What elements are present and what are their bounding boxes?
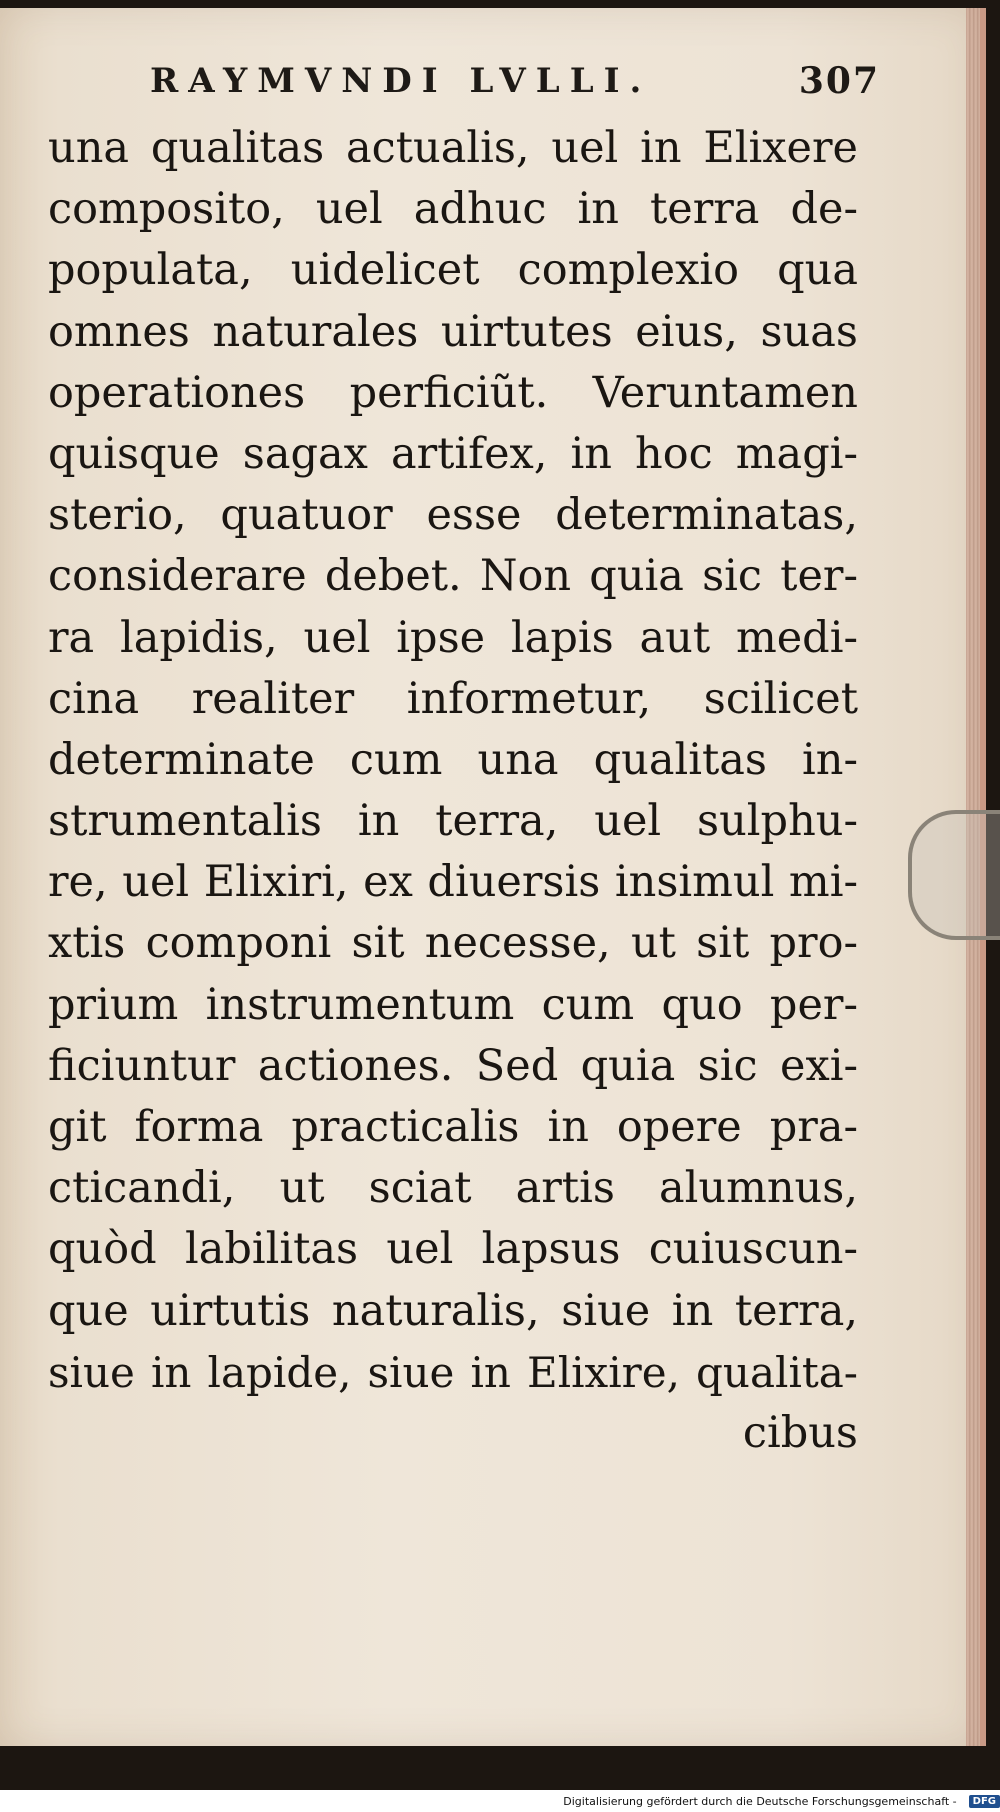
text-line: populata, uidelicet complexio qua bbox=[48, 245, 858, 296]
text-line: cticandi, ut sciat artis alumnus, bbox=[48, 1163, 858, 1214]
text-line: strumentalis in terra, uel sulphu- bbox=[48, 796, 858, 847]
text-line: determinate cum una qualitas in- bbox=[48, 734, 858, 785]
book-page bbox=[0, 8, 986, 1746]
text-line: considerare debet. Non quia sic ter- bbox=[48, 551, 858, 602]
text-line: composito, uel adhuc in terra de- bbox=[48, 184, 858, 235]
text-line: que uirtutis naturalis, siue in terra, bbox=[48, 1285, 858, 1336]
page-number: 307 bbox=[798, 60, 880, 102]
text-line: xtis componi sit necesse, ut sit pro- bbox=[48, 918, 858, 969]
text-line: sterio, quatuor esse determinatas, bbox=[48, 490, 858, 541]
text-line: quòd labilitas uel lapsus cuiuscun- bbox=[48, 1224, 858, 1275]
running-title: RAYMVNDI LVLLI. bbox=[150, 61, 652, 101]
text-line: ficiuntur actiones. Sed quia sic exi- bbox=[48, 1040, 858, 1091]
text-line: prium instrumentum cum quo per- bbox=[48, 979, 858, 1030]
dfg-logo-icon: DFG bbox=[969, 1795, 1000, 1808]
text-line: ra lapidis, uel ipse lapis aut medi- bbox=[48, 612, 858, 663]
text-line: cibus bbox=[742, 1407, 858, 1458]
text-line: operationes perficiũt. Veruntamen bbox=[48, 367, 858, 418]
text-line: re, uel Elixiri, ex diuersis insimul mi- bbox=[48, 857, 858, 908]
text-line: cina realiter informetur, scilicet bbox=[48, 673, 858, 724]
footer-credit: Digitalisierung gefördert durch die Deutsche Forschungsgemeinschaft - bbox=[563, 1794, 957, 1808]
text-line: quisque sagax artifex, in hoc magi- bbox=[48, 428, 858, 479]
running-head bbox=[150, 56, 880, 106]
body-text bbox=[48, 118, 858, 1464]
footer-bar bbox=[0, 1790, 1000, 1812]
page-clip bbox=[908, 810, 1000, 940]
text-line: una qualitas actualis, uel in Elixere bbox=[48, 123, 858, 173]
text-line: git forma practicalis in opere pra- bbox=[48, 1102, 858, 1152]
text-line: omnes naturales uirtutes eius, suas bbox=[48, 306, 858, 357]
text-line: siue in lapide, siue in Elixire, qualita- bbox=[48, 1347, 858, 1397]
